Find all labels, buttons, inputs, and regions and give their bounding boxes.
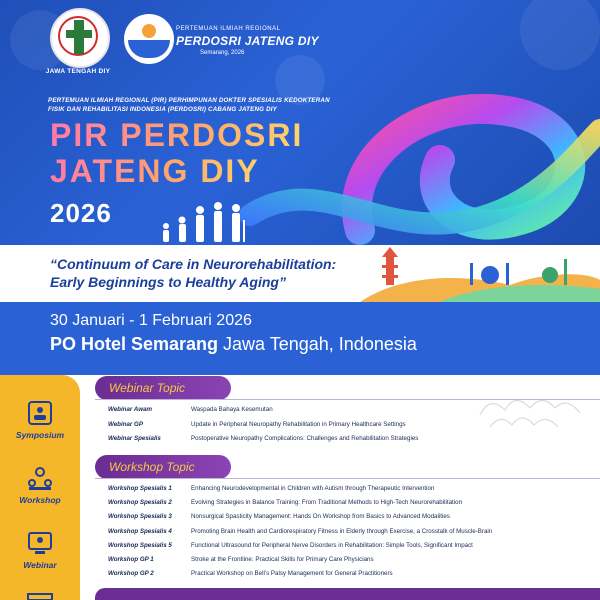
webinar-topic-heading — [95, 376, 231, 400]
main-title-line1: PIR PERDOSRI — [50, 117, 304, 153]
sidebar-item-symposium — [0, 400, 80, 440]
theme-band — [0, 245, 600, 302]
program-type-sidebar — [0, 375, 80, 600]
row-value: Stroke at the Frontline: Practical Skills for Primary Care Physicians — [191, 556, 374, 563]
symposium-icon — [27, 400, 53, 426]
row-value: Functional Ultrasound for Peripheral Nerve Disorders in Rehabilitation: Simple Tools, Significant Impact — [191, 542, 473, 549]
sidebar-item-webinar — [0, 530, 80, 570]
main-title-line2: JATENG DIY — [50, 153, 260, 189]
theme-text — [50, 255, 336, 291]
sidebar-item-label: Workshop — [19, 495, 61, 505]
row-value: Enhancing Neurodevelopmental in Children with Autism through Therapeutic Intervention — [191, 485, 435, 492]
row-key: Workshop Spesialis 3 — [108, 513, 172, 520]
bottom-bar — [95, 588, 600, 600]
hero-banner — [0, 0, 600, 245]
workshop-icon — [27, 465, 53, 491]
row-key: Webinar Spesialis — [108, 435, 161, 442]
event-logo-line3: Semarang, 2026 — [200, 50, 245, 56]
event-details-band — [0, 302, 600, 375]
webinar-heading-text: Webinar Topic — [109, 381, 186, 395]
row-key: Workshop Spesialis 2 — [108, 499, 172, 506]
event-kicker: PERTEMUAN ILMIAH REGIONAL (PIR) PERHIMPUNAN DOKTER SPESIALIS KEDOKTERAN FISIK DAN REHABILITASI INDONESIA (PERDOSRI) CABANG JATENG DIY — [48, 97, 330, 113]
row-key: Workshop Spesialis 5 — [108, 542, 172, 549]
event-year: 2026 — [50, 198, 112, 228]
event-logo-emblem — [124, 14, 174, 64]
event-venue — [50, 334, 417, 355]
workshop-heading-text: Workshop Topic — [109, 460, 195, 474]
workshop-topic-heading — [95, 455, 231, 479]
row-key: Workshop Spesialis 4 — [108, 528, 172, 535]
event-logo-line2: PERDOSRI JATENG DIY — [176, 34, 319, 48]
row-key: Webinar Awam — [108, 406, 153, 413]
row-key: Workshop Spesialis 1 — [108, 485, 172, 492]
theme-line2: Early Beginnings to Healthy Aging” — [50, 274, 286, 290]
row-key: Workshop GP 1 — [108, 556, 154, 563]
life-stages-silhouettes — [158, 196, 248, 244]
divider — [95, 478, 600, 479]
row-value: Postoperative Neuropathy Complications: Challenges and Rehabilitation Strategies — [191, 435, 419, 442]
row-key: Webinar GP — [108, 421, 143, 428]
logo-caption: JAWA TENGAH DIY — [45, 68, 111, 75]
sidebar-item-workshop — [0, 465, 80, 505]
webinar-icon — [27, 530, 53, 556]
venue-location: Jawa Tengah, Indonesia — [218, 334, 417, 354]
row-value: Nonsurgical Spasticity Management: Hands On Workshop from Basics to Advanced Modalities — [191, 513, 450, 520]
row-value: Waspada Bahaya Kesemutan — [191, 406, 273, 413]
sidebar-item-label: Symposium — [15, 430, 65, 440]
event-logo-line1: PERTEMUAN ILMIAH REGIONAL — [176, 26, 281, 32]
venue-name: PO Hotel Semarang — [50, 334, 219, 354]
row-value: Practical Workshop on Bell’s Palsy Management for General Practitioners — [191, 570, 393, 577]
row-key: Workshop GP 2 — [108, 570, 154, 577]
row-value: Promoting Brain Health and Cardiorespiratory Fitness in Elderly through Exercise, a Crosstalk of Muscle-Brain — [191, 528, 493, 535]
calendar-icon — [27, 593, 53, 600]
perdosri-logo — [50, 8, 110, 68]
row-value: Evolving Strategies in Balance Training: From Traditional Methods to High-Tech Neurorehabilitation — [191, 499, 463, 506]
cloud-ornament — [470, 375, 600, 435]
theme-line1: “Continuum of Care in Neurorehabilitation: — [50, 256, 337, 272]
row-value: Update in Peripheral Neuropathy Rehabilitation in Primary Healthcare Settings — [191, 421, 406, 428]
sidebar-item-label: Webinar — [23, 560, 57, 570]
event-dates: 30 Januari - 1 Februari 2026 — [50, 312, 252, 329]
divider — [95, 399, 600, 400]
landmarks-illustration — [360, 245, 600, 302]
